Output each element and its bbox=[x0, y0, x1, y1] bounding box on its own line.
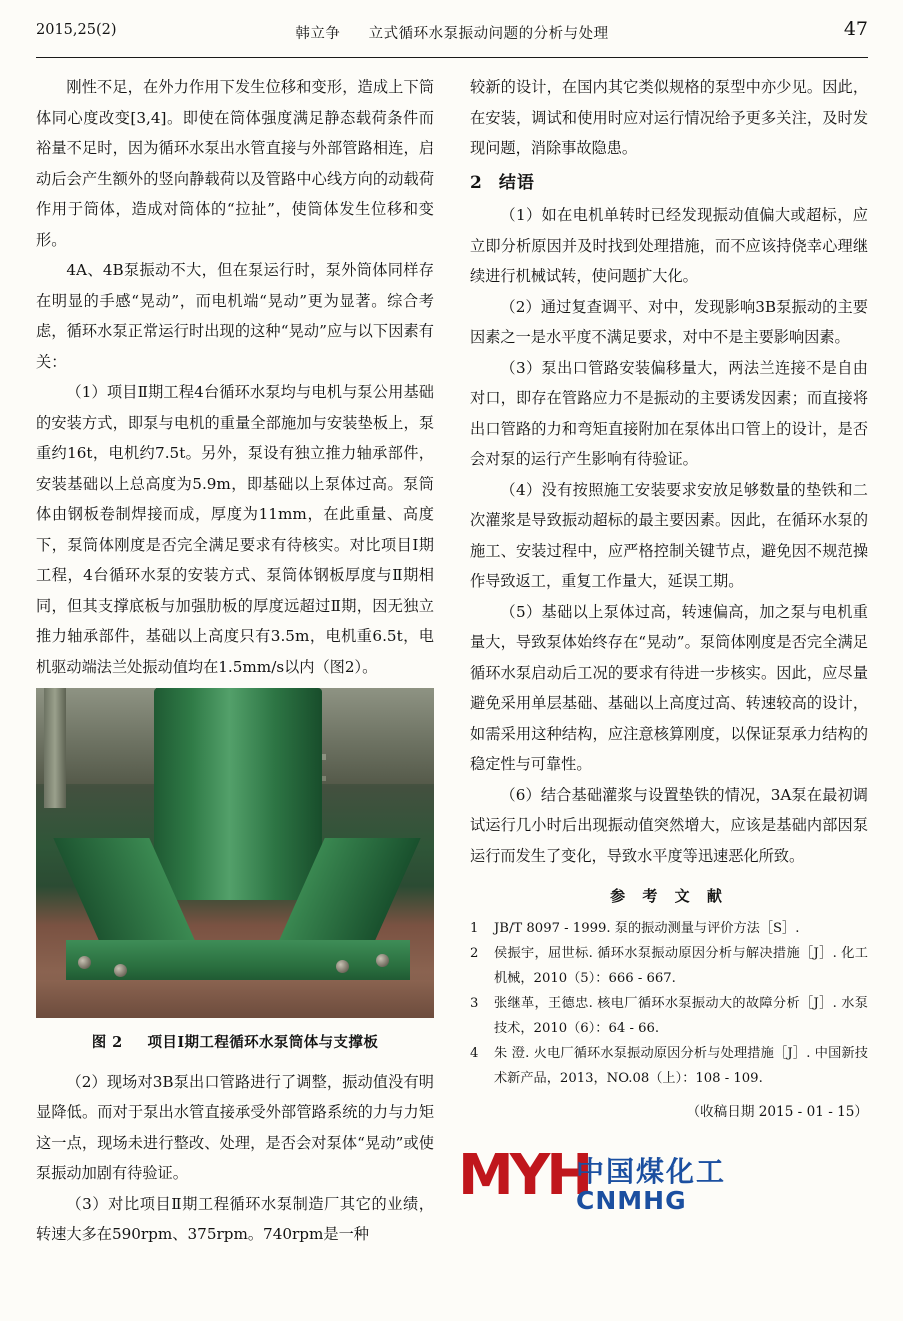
reference-text: JB/T 8097 - 1999. 泵的振动测量与评价方法［S］. bbox=[494, 920, 800, 936]
paragraph bbox=[36, 255, 434, 377]
paragraph bbox=[36, 1067, 434, 1189]
reference-text: 张继革，王德忠. 核电厂循环水泵振动大的故障分析［J］. 水泵技术，2010（6）：64 - 66. bbox=[494, 995, 868, 1036]
paragraph bbox=[36, 1189, 434, 1250]
photo-anchor-bolt bbox=[114, 964, 127, 977]
reference-index: 4 bbox=[470, 1045, 479, 1061]
header-title-block bbox=[36, 22, 868, 43]
reference-item bbox=[470, 991, 868, 1041]
received-date: （收稿日期 2015 - 01 - 15） bbox=[686, 1103, 868, 1120]
watermark bbox=[458, 1143, 830, 1222]
photo-anchor-bolt bbox=[336, 960, 349, 973]
left-column bbox=[36, 72, 434, 1250]
reference-item bbox=[470, 916, 868, 941]
reference-item bbox=[470, 941, 868, 991]
header-issue: 2015,25(2) bbox=[36, 22, 117, 38]
reference-index: 3 bbox=[470, 995, 479, 1011]
section-title: 结语 bbox=[498, 172, 535, 193]
paragraph-text: 较新的设计，在国内其它类似规格的泵型中亦少见。因此，在安装，调试和使用时应对运行情况给予更多关注，及时发现问题，消除事故隐患。 bbox=[470, 78, 868, 157]
paragraph-text: （1）如在电机单转时已经发现振动值偏大或超标，应立即分析原因并及时找到处理措施，而不应该持侥幸心理继续进行机械试转，使问题扩大化。 bbox=[470, 206, 868, 285]
figure-label: 图 2 bbox=[91, 1034, 123, 1051]
paragraph-text: （4）没有按照施工安装要求安放足够数量的垫铁和二次灌浆是导致振动超标的最主要因素。因此，在循环水泵的施工、安装过程中，应严格控制关键节点，避免因不规范操作导致返工，重复工作量大，延误工期。 bbox=[470, 480, 868, 590]
section-heading bbox=[470, 168, 868, 199]
page-header bbox=[36, 18, 868, 52]
figure-photo bbox=[36, 688, 434, 1018]
photo-base-plate bbox=[66, 940, 410, 984]
paragraph-text: （1）项目Ⅱ期工程4台循环水泵均与电机与泵公用基础的安装方式，即泵与电机的重量全部施加与安装垫板上，泵重约16t，电机约7.5t。另外，泵设有独立推力轴承部件，安装基础以上总高度为5.9m，即基础以上泵体过高。泵筒体由钢板卷制焊接而成，厚度为11mm，在此重量、高度下，泵筒体刚度是否完全满足要求有待核实。对比项目Ⅰ期工程，4台循环水泵的安装方式、泵筒体钢板厚度与Ⅱ期相同，但其支撑底板与加强肋板的厚度远超过Ⅱ期，因无独立推力轴承部件，基础以上高度只有3.5m，电机重6.5t，电机驱动端法兰处振动值均在1.5mm/s以内（图2）。 bbox=[36, 383, 434, 676]
paragraph bbox=[470, 597, 868, 780]
photo-anchor-bolt bbox=[78, 956, 91, 969]
photo-concrete-foundation bbox=[36, 980, 434, 1018]
photo-pipe-left bbox=[44, 688, 66, 808]
page-number: 47 bbox=[843, 18, 868, 40]
paragraph bbox=[470, 292, 868, 353]
paragraph-text: （3）对比项目Ⅱ期工程循环水泵制造厂其它的业绩，转速大多在590rpm、375rpm。740rpm是一种 bbox=[36, 1194, 434, 1243]
paragraph bbox=[470, 780, 868, 872]
paragraph-text: （5）基础以上泵体过高，转速偏高，加之泵与电机重量大，导致泵体始终存在“晃动”。泵筒体刚度是否完全满足循环水泵启动后工况的要求有待进一步核实。因此，应尽量避免采用单层基础、基础以上高度过高、转速较高的设计，如需采用这种结构，应注意核算刚度，以保证泵承力结构的稳定性与可靠性。 bbox=[470, 602, 868, 773]
paragraph-text: （3）泵出口管路安装偏移量大，两法兰连接不是自由对口，即存在管路应力不是振动的主要诱发因素；而直接将出口管路的力和弯矩直接附加在泵体出口管上的设计，是否会对泵的运行产生影响有待验证。 bbox=[470, 358, 868, 468]
references-heading: 参 考 文 献 bbox=[610, 887, 728, 905]
paragraph-text: （2）通过复查调平、对中，发现影响3B泵振动的主要因素之一是水平度不满足要求，对中不是主要影响因素。 bbox=[470, 297, 868, 346]
reference-text: 朱 澄. 火电厂循环水泵振动原因分析与处理措施［J］. 中国新技术新产品，2013，NO.08（上）：108 - 109. bbox=[494, 1045, 868, 1086]
photo-pump-barrel bbox=[154, 688, 322, 900]
right-column bbox=[470, 72, 868, 1127]
header-author: 韩立争 bbox=[295, 26, 341, 42]
header-rule bbox=[36, 57, 868, 58]
paragraph bbox=[470, 200, 868, 292]
paragraph-text: （6）结合基础灌浆与设置垫铁的情况，3A泵在最初调试运行几小时后出现振动值突然增大，应该是基础内部因泵运行而发生了变化，导致水平度等迅速恶化所致。 bbox=[470, 785, 868, 865]
reference-index: 2 bbox=[470, 945, 479, 961]
watermark-company-en: CNMHG bbox=[576, 1186, 687, 1215]
reference-item bbox=[470, 1041, 868, 1091]
watermark-logo-text: MYH bbox=[458, 1143, 590, 1208]
references-list bbox=[470, 916, 868, 1091]
paragraph bbox=[470, 475, 868, 597]
section-number: 2 bbox=[470, 172, 483, 193]
photo-anchor-bolt bbox=[376, 954, 389, 967]
watermark-company-cn: 中国煤化工 bbox=[576, 1155, 727, 1188]
figure-2 bbox=[36, 688, 434, 1059]
reference-text: 侯振宇，屈世标. 循环水泵振动原因分析与解决措施［J］. 化工机械，2010（5）：666 - 667. bbox=[494, 945, 868, 986]
paragraph-text: 4A、4B泵振动不大，但在泵运行时，泵外筒体同样存在明显的手感“晃动”，而电机端“晃动”更为显著。综合考虑，循环水泵正常运行时出现的这种“晃动”应与以下因素有关： bbox=[36, 261, 434, 371]
paragraph bbox=[36, 377, 434, 682]
paragraph-text: （2）现场对3B泵出口管路进行了调整，振动值没有明显降低。而对于泵出水管直接承受外部管路系统的力与力矩这一点，现场未进行整改、处理，是否会对泵体“晃动”或使泵振动加剧有待验证。 bbox=[36, 1072, 434, 1182]
figure-caption-text: 项目Ⅰ期工程循环水泵筒体与支撑板 bbox=[147, 1034, 379, 1051]
header-article-title: 立式循环水泵振动问题的分析与处理 bbox=[368, 26, 609, 42]
paragraph-text: 刚性不足，在外力作用下发生位移和变形，造成上下筒体同心度改变[3,4]。即使在筒体强度满足静态载荷条件而裕量不足时，因为循环水泵出水管直接与外部管路相连，启动后会产生额外的竖向静载荷以及管路中心线方向的动载荷作用于筒体，造成对筒体的“拉扯”，使筒体发生位移和变形。 bbox=[36, 78, 434, 249]
reference-index: 1 bbox=[470, 920, 479, 936]
paragraph bbox=[470, 72, 868, 164]
paragraph bbox=[36, 72, 434, 255]
figure-caption bbox=[36, 1028, 434, 1059]
paragraph bbox=[470, 353, 868, 475]
